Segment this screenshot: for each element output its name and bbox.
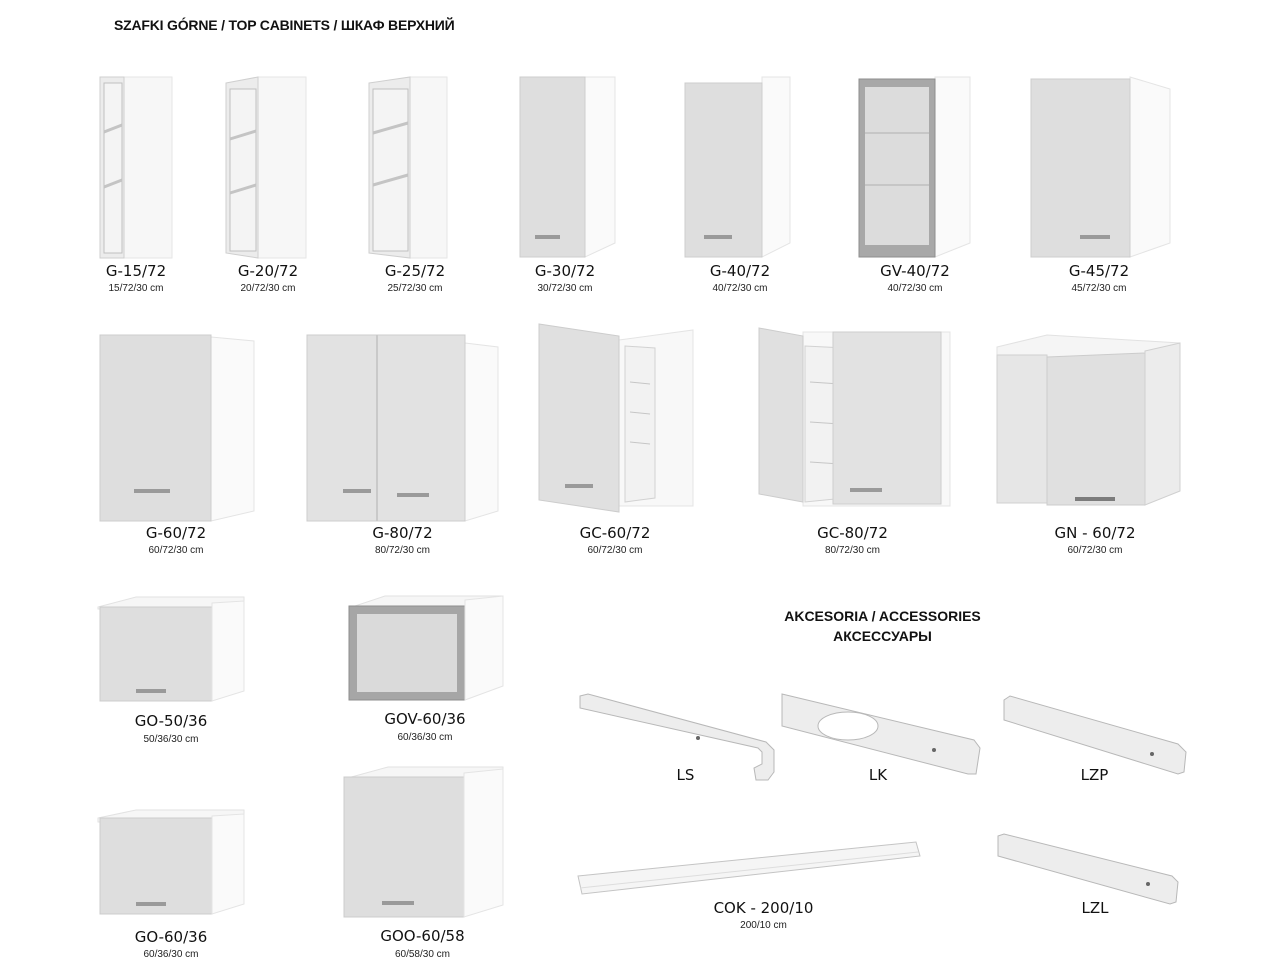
accessory-card xyxy=(1002,694,1190,794)
cabinet-dimensions: 80/72/30 cm xyxy=(374,545,431,556)
accessory-card xyxy=(778,690,983,790)
cabinet-code: GOV-60/36 xyxy=(384,710,466,728)
cabinet-code: GN - 60/72 xyxy=(1054,524,1136,542)
cabinet-card xyxy=(96,808,246,968)
cabinet-card xyxy=(96,75,176,300)
cabinet-code: GOO-60/58 xyxy=(380,927,465,945)
cabinet-dimensions: 60/36/30 cm xyxy=(397,732,453,743)
cabinet-dimensions: 20/72/30 cm xyxy=(240,283,296,294)
page-title: SZAFKI GÓRNE / TOP CABINETS / ШКАФ ВЕРХНИЙ xyxy=(114,17,455,33)
cabinet-card xyxy=(365,75,465,300)
glass-flap-cabinet-icon xyxy=(345,594,505,704)
accessory-dimensions: 200/10 cm xyxy=(740,920,787,931)
cabinet-card xyxy=(755,322,950,563)
cabinet-code: G-30/72 xyxy=(534,262,596,280)
accessories-title-line1: AKCESORIA / ACCESSORIES xyxy=(784,608,981,624)
cabinet-dimensions: 45/72/30 cm xyxy=(1071,283,1127,294)
cabinet-code: G-60/72 xyxy=(145,524,207,542)
cabinet-dimensions: 60/72/30 cm xyxy=(1067,545,1123,556)
double-door-cabinet-icon xyxy=(305,333,500,523)
accessory-code: LZP xyxy=(1080,766,1109,784)
cabinet-card xyxy=(682,75,798,300)
cabinet-card xyxy=(96,595,246,755)
single-door-cabinet-icon xyxy=(1025,75,1173,260)
cabinet-dimensions: 60/72/30 cm xyxy=(587,545,643,556)
open-shelf-cabinet-icon xyxy=(365,75,465,260)
single-door-cabinet-icon xyxy=(682,75,798,260)
cabinet-card xyxy=(855,75,975,300)
corner-cabinet-icon xyxy=(995,333,1195,523)
glass-door-cabinet-icon xyxy=(855,75,975,260)
dish-rack-cabinet-icon xyxy=(755,322,950,522)
single-door-cabinet-icon xyxy=(96,333,256,523)
cabinet-dimensions: 40/72/30 cm xyxy=(887,283,943,294)
accessory-card xyxy=(578,690,783,790)
cabinet-card xyxy=(96,333,256,563)
cabinet-code: G-80/72 xyxy=(372,524,433,542)
cabinet-dimensions: 60/72/30 cm xyxy=(148,545,204,556)
cabinet-code: GV-40/72 xyxy=(880,262,950,280)
cabinet-code: GO-60/36 xyxy=(134,928,208,946)
cabinet-code: GC-80/72 xyxy=(817,524,888,542)
accessory-card xyxy=(996,832,1184,932)
open-shelf-cabinet-icon xyxy=(218,75,318,260)
accessory-code: LZL xyxy=(1081,899,1109,917)
cabinet-card xyxy=(995,333,1195,563)
cabinet-code: G-40/72 xyxy=(709,262,771,280)
flap-cabinet-icon xyxy=(96,595,246,705)
accessory-code: COK - 200/10 xyxy=(713,899,814,917)
accessories-title xyxy=(760,606,1005,646)
cabinet-code: G-20/72 xyxy=(237,262,299,280)
cabinet-card xyxy=(345,594,505,754)
cabinet-card xyxy=(305,333,500,563)
cabinet-dimensions: 60/58/30 cm xyxy=(394,949,451,960)
dish-rack-cabinet-icon xyxy=(535,322,695,522)
cabinet-code: GO-50/36 xyxy=(134,712,208,730)
accessory-card xyxy=(576,838,922,938)
accessory-code: LS xyxy=(676,766,695,784)
single-door-cabinet-icon xyxy=(515,75,615,260)
cabinet-code: G-45/72 xyxy=(1068,262,1130,280)
cabinet-card xyxy=(340,765,505,970)
cabinet-dimensions: 30/72/30 cm xyxy=(537,283,593,294)
cabinet-code: GC-60/72 xyxy=(579,524,651,542)
cabinet-dimensions: 50/36/30 cm xyxy=(143,734,199,745)
cabinet-card xyxy=(1025,75,1173,300)
flap-cabinet-icon xyxy=(340,765,505,925)
flap-cabinet-icon xyxy=(96,808,246,918)
accessories-title-line2: АКСЕССУАРЫ xyxy=(833,628,932,644)
cabinet-dimensions: 25/72/30 cm xyxy=(387,283,443,294)
cabinet-dimensions: 15/72/30 cm xyxy=(108,283,164,294)
cabinet-card xyxy=(535,322,695,563)
plinth-icon xyxy=(576,838,922,908)
cabinet-dimensions: 80/72/30 cm xyxy=(824,545,881,556)
cabinet-card xyxy=(515,75,615,300)
open-shelf-cabinet-icon xyxy=(96,75,176,260)
cabinet-code: G-25/72 xyxy=(384,262,446,280)
cabinet-dimensions: 60/36/30 cm xyxy=(143,949,199,960)
cabinet-card xyxy=(218,75,318,300)
cabinet-dimensions: 40/72/30 cm xyxy=(712,283,768,294)
cabinet-code: G-15/72 xyxy=(105,262,167,280)
accessory-code: LK xyxy=(868,766,888,784)
